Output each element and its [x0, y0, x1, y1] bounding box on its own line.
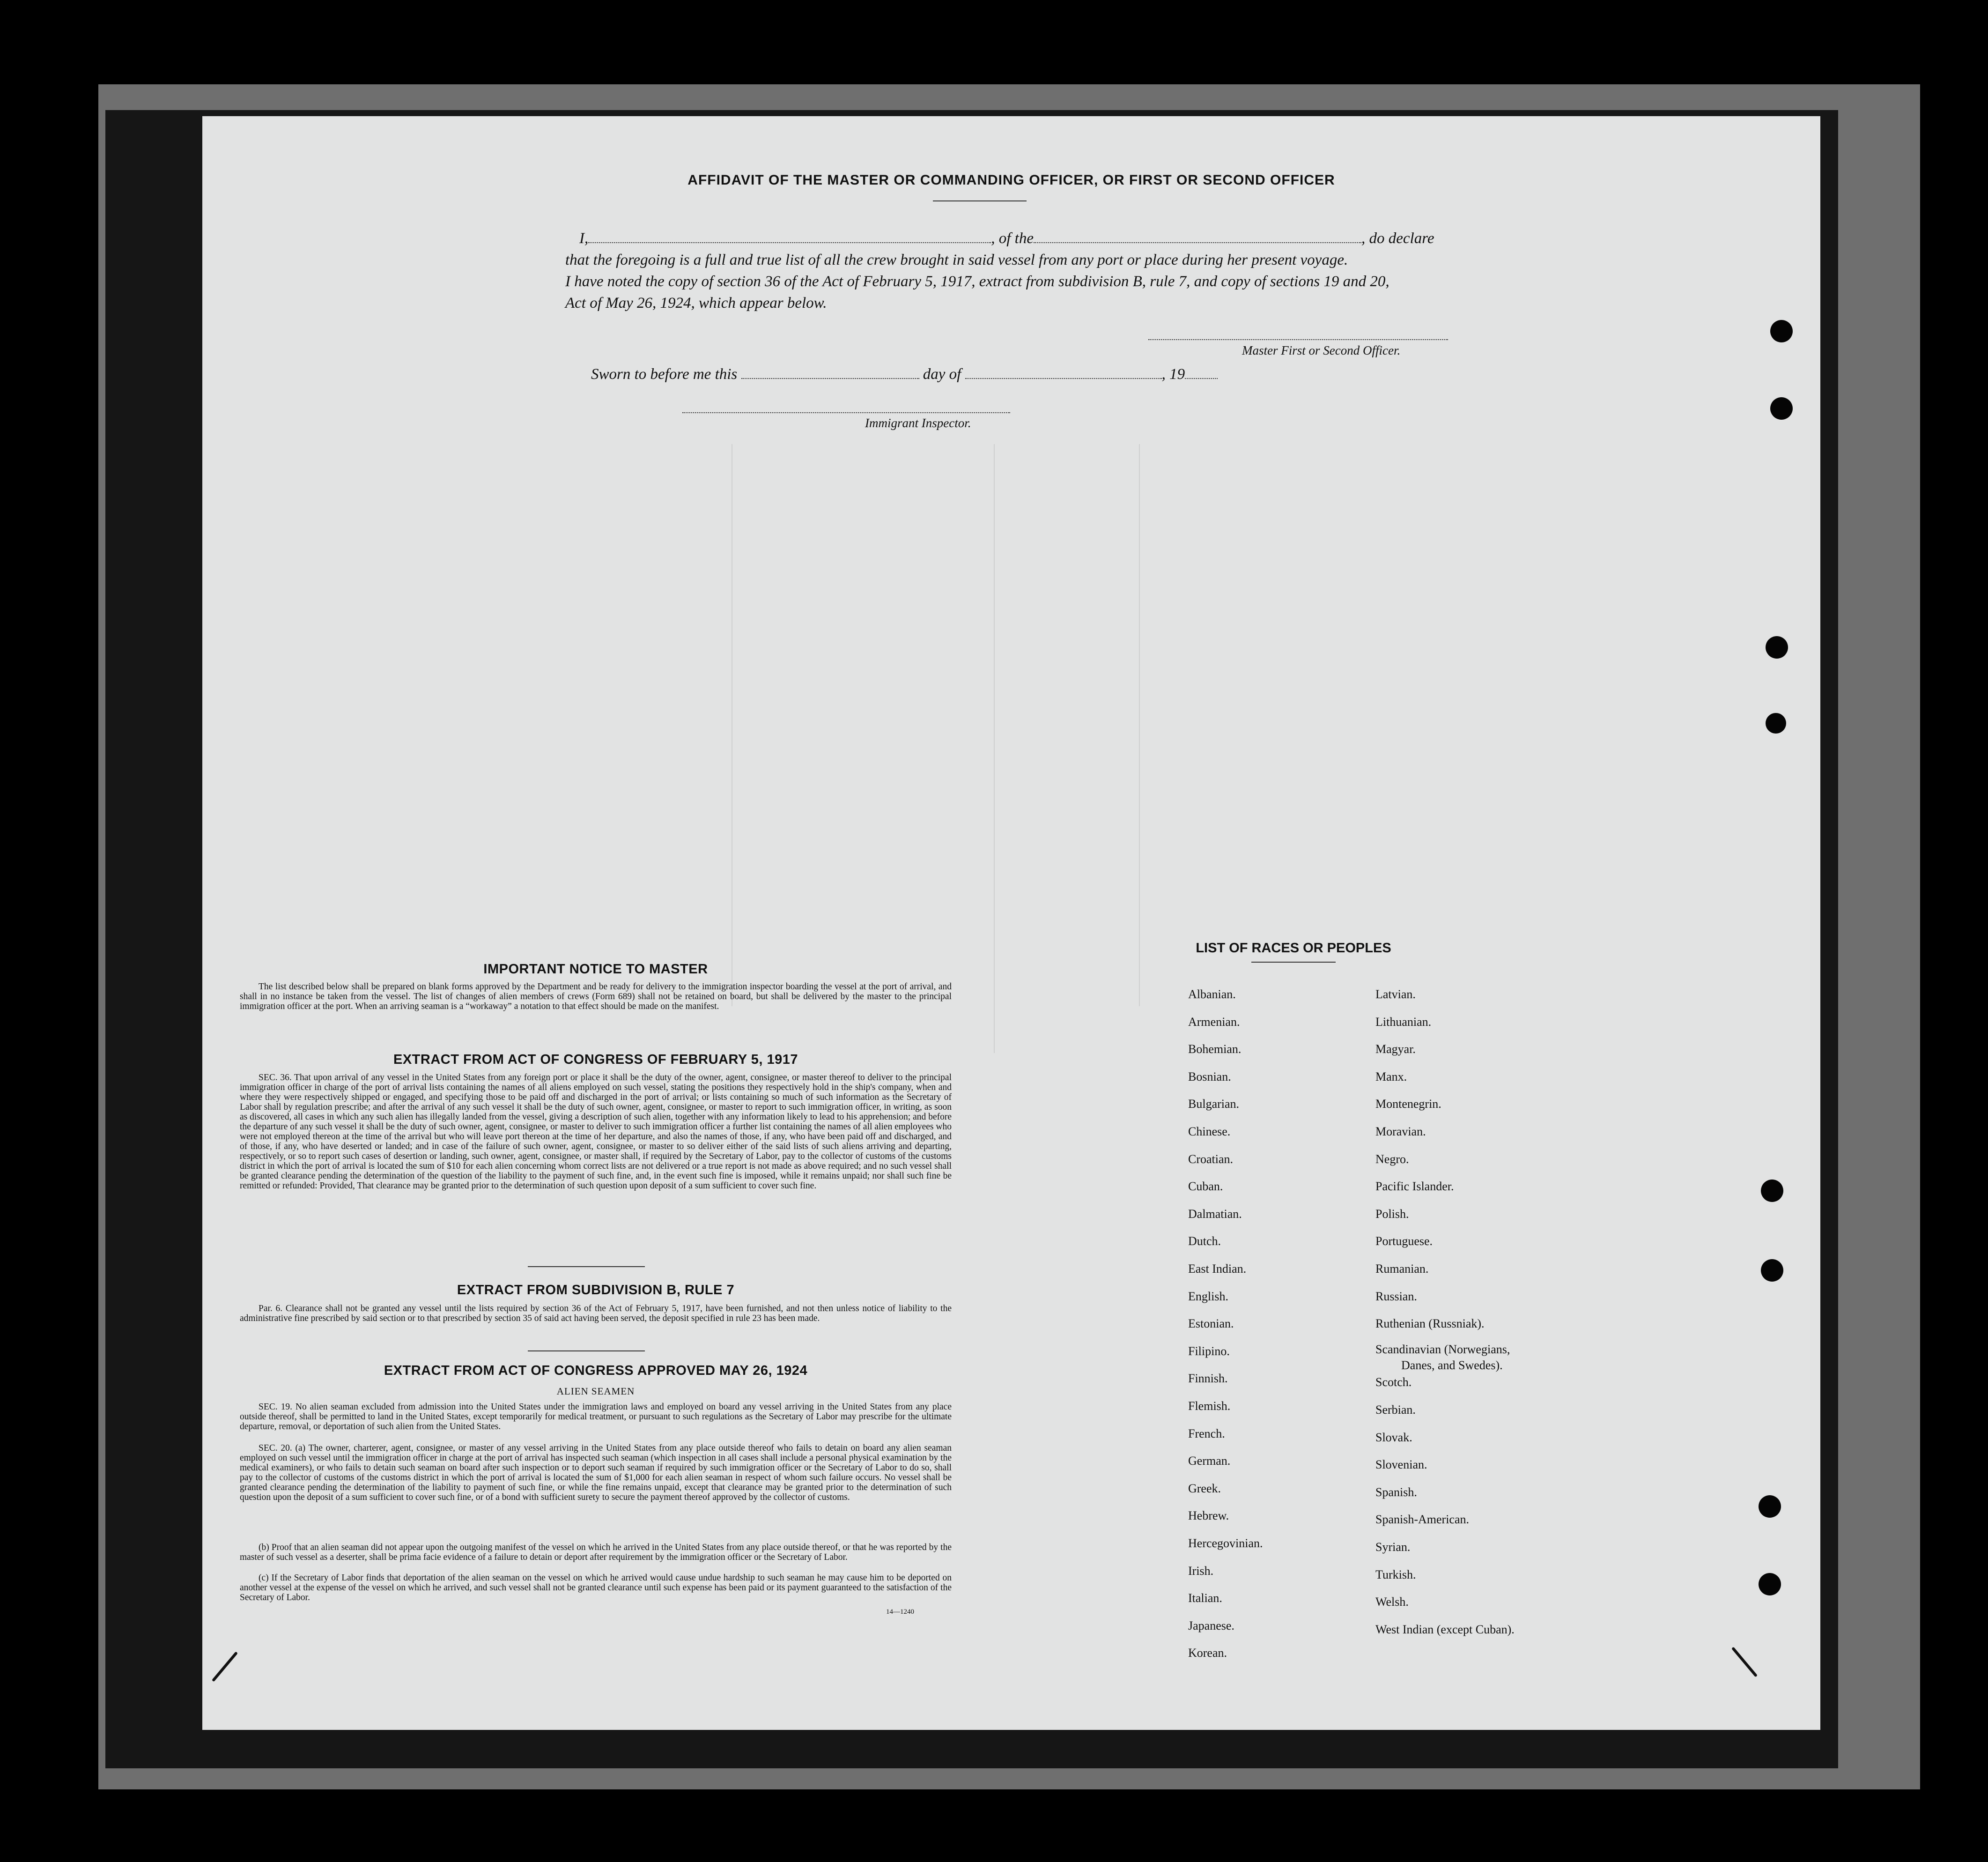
race-item: Greek.: [1188, 1481, 1221, 1495]
column-rule: [1139, 444, 1140, 1006]
month-blank: [965, 366, 1162, 379]
punch-hole: [1761, 1259, 1783, 1282]
race-item: Armenian.: [1188, 1015, 1240, 1029]
inspector-caption: Immigrant Inspector.: [865, 416, 971, 430]
race-item: Finnish.: [1188, 1372, 1228, 1386]
affidavit-title: AFFIDAVIT OF THE MASTER OR COMMANDING OFFICER, OR FIRST OR SECOND OFFICER: [687, 172, 1335, 188]
alien-seamen-subtitle: ALIEN SEAMEN: [556, 1386, 635, 1397]
race-item: Chinese.: [1188, 1125, 1231, 1138]
race-item: Russian.: [1375, 1289, 1417, 1303]
extract-1917-title: EXTRACT FROM ACT OF CONGRESS OF FEBRUARY 5, 1917: [393, 1052, 798, 1067]
affidavit-line-2: that the foregoing is a full and true list of all the crew brought in said vessel from any port or place during her present voyage.: [565, 252, 1348, 268]
race-item: Slovak.: [1375, 1430, 1412, 1444]
form-number: 14—1240: [886, 1608, 914, 1616]
race-item: Slovenian.: [1375, 1458, 1427, 1472]
race-item: Serbian.: [1375, 1403, 1416, 1417]
title-rule: [933, 200, 1027, 201]
sec-19-text: SEC. 19. No alien seaman excluded from admission into the United States under the immigration laws and employed on board any vessel arriving in the United States from any place outside thereof, shall be permitted to land in the United States, except temporarily for medical treatment, or pursuant to such regulations as the Secretary of Labor may prescribe for the ultimate departure, removal, or deportation of such alien from the United States.: [240, 1402, 952, 1432]
race-item: Ruthenian (Russniak).: [1375, 1317, 1485, 1331]
day-of-label: day of: [923, 366, 961, 383]
race-item: Spanish-American.: [1375, 1513, 1470, 1527]
race-item: Scandinavian (Norwegians,: [1375, 1342, 1510, 1356]
race-item: Irish.: [1188, 1564, 1214, 1578]
races-title-rule: [1251, 962, 1336, 963]
race-item: Italian.: [1188, 1591, 1222, 1605]
year-label: , 19: [1161, 366, 1185, 383]
affidavit-line-1: [565, 228, 1661, 249]
race-item: Flemish.: [1188, 1399, 1231, 1413]
sec-20a-text: SEC. 20. (a) The owner, charterer, agent, consignee, or master of any vessel arriving in the United States from any place outside thereof who fails to detain on board any alien seaman employed on such vessel until the immigration officer in charge at the port of arrival has inspected such seaman (which inspection in all cases shall include a personal physical examination by the medical examiners), or who fails to detain such seaman on board after such inspection or to deport such seaman if required by such immigration officer or the Secretary of Labor to do so, shall pay to the collector of customs of the customs district in which the port of arrival is located the sum of $1,000 for each alien seaman in respect of whom such failure occurs. No vessel shall be granted clearance pending the determination of the liability to payment of such fine, or while the fine remains unpaid, except that clearance may be granted prior to the determination of such question upon the deposit of a sum sufficient to cover such fine, or of a bond with sufficient surety to secure the payment thereof approved by the collector of customs.: [240, 1443, 952, 1502]
race-item: Pacific Islander.: [1375, 1180, 1454, 1194]
notice-body: The list described below shall be prepared on blank forms approved by the Department and be ready for delivery to the immigration inspector boarding the vessel at the port of arrival, and shall in no instance be taken from the vessel. The list of changes of alien members of crews (Form 689) shall not be retained on board, but shall be delivered by the master to the principal immigration officer at the port. When an arriving seaman is a “workaway” a notation to that effect should be made on the manifest.: [240, 982, 952, 1011]
race-item: Croatian.: [1188, 1152, 1234, 1166]
race-item: French.: [1188, 1426, 1225, 1440]
section-rule: [528, 1350, 645, 1351]
sworn-label: Sworn to before me this: [591, 366, 738, 383]
affidavit-line-3: I have noted the copy of section 36 of the Act of February 5, 1917, extract from subdivision B, rule 7, and copy of sections 19 and 20,: [565, 273, 1389, 290]
notice-title: IMPORTANT NOTICE TO MASTER: [483, 962, 708, 977]
manifest-page: [202, 116, 1820, 1730]
pencil-mark: [212, 1651, 238, 1682]
race-item: Japanese.: [1188, 1618, 1234, 1632]
race-item: East Indian.: [1188, 1262, 1247, 1276]
race-item: West Indian (except Cuban).: [1375, 1622, 1515, 1636]
punch-hole: [1766, 713, 1786, 734]
name-blank: [588, 230, 991, 243]
punch-hole: [1759, 1573, 1781, 1595]
punch-hole: [1770, 320, 1793, 342]
race-item: Polish.: [1375, 1207, 1409, 1221]
column-rule: [994, 444, 995, 1053]
race-item: Albanian.: [1188, 987, 1236, 1001]
sec-20c-text: (c) If the Secretary of Labor finds that deportation of the alien seaman on the vessel on which he arrived would cause undue hardship to such seaman he may cause him to be deported on another vessel at the expense of the vessel on which he arrived, and such vessel shall not be granted clearance until such expense has been paid or its payment guaranteed to the satisfaction of the Secretary of Labor.: [240, 1573, 952, 1602]
race-item: Bohemian.: [1188, 1042, 1242, 1056]
race-item: Lithuanian.: [1375, 1015, 1432, 1029]
sec-20b-text: (b) Proof that an alien seaman did not appear upon the outgoing manifest of the vessel on which he arrived in the United States from any place outside thereof, or that he was reported by the master of such vessel as a deserter, shall be prima facie evidence of a failure to detain or deport after requirement by the immigration officer or the Secretary of Labor.: [240, 1543, 952, 1562]
race-item: Manx.: [1375, 1069, 1407, 1083]
extract-rule7-body: Par. 6. Clearance shall not be granted any vessel until the lists required by section 36 of the Act of February 5, 1917, have been furnished, and not then unless notice of liability to the administrative fine prescribed by said section or to that prescribed by section 35 of said act having been served, the deposit specified in rule 23 has been made.: [240, 1304, 952, 1323]
vessel-blank: [1034, 230, 1361, 243]
affidavit-of-the: , of the: [991, 230, 1034, 247]
race-item: Estonian.: [1188, 1317, 1234, 1331]
extract-rule7-title: EXTRACT FROM SUBDIVISION B, RULE 7: [457, 1283, 735, 1298]
day-blank: [741, 366, 919, 379]
year-blank: [1185, 366, 1218, 379]
races-title: LIST OF RACES OR PEOPLES: [1196, 941, 1391, 956]
race-item: Syrian.: [1375, 1540, 1411, 1554]
pencil-mark: [1731, 1647, 1758, 1677]
punch-hole: [1766, 636, 1788, 659]
affidavit-do-declare: , do declare: [1361, 230, 1434, 247]
affidavit-line-4: Act of May 26, 1924, which appear below.: [565, 295, 827, 312]
race-item: Portuguese.: [1375, 1234, 1433, 1248]
race-item: Turkish.: [1375, 1567, 1416, 1581]
extract-1917-body: SEC. 36. That upon arrival of any vessel in the United States from any foreign port or place it shall be the duty of the owner, agent, consignee, or master thereof to deliver to the principal immigration officer in charge of the port of arrival lists containing the names of all aliens employed on such vessel, stating the positions they respectively hold in the ship's company, when and where they were respectively shipped or engaged, and specifying those to be paid off and discharged in the port of arrival; or lists containing so much of such information as the Secretary of Labor shall by regulation prescribe; and after the arrival of any such vessel it shall be the duty of such owner, agent, consignee, or master to report to such immigration officer, in writing, as soon as discovered, all cases in which any such alien has illegally landed from the vessel, giving a description of such alien, together with any information likely to lead to his apprehension; and before the departure of any such vessel it shall be the duty of such owner, agent, consignee, or master to deliver to such immigration officer a further list containing the names of all alien employees who were not employed thereon at the time of the arrival but who will leave port thereon at the time of her departure, and also the names of those, if any, who have been paid off and discharged, and of those, if any, who have deserted or landed; and in case of the failure of such owner, agent, consignee, or master to so deliver either of the said lists of such aliens arriving and departing, respectively, or so to report such cases of desertion or landing, such owner, agent, consignee, or master shall, if required by the Secretary of Labor, pay to the collector of customs of the customs district in which the port of arrival is located the sum of $10 for each alien concerning whom correct lists are not delivered or a true report is not made as above required; and no such vessel shall be granted clearance pending the determination of the question of the liability to the payment of such fine, and, in the event such fine is imposed, while it remains unpaid; nor shall such fine be remitted or refunded: Provided, That clearance may be granted prior to the determination of such question upon deposit of a sum sufficient to cover such fine.: [240, 1073, 952, 1191]
race-item: Welsh.: [1375, 1595, 1409, 1609]
race-item: Scotch.: [1375, 1375, 1412, 1389]
punch-hole: [1759, 1495, 1781, 1518]
race-item: Dalmatian.: [1188, 1207, 1242, 1221]
signature-caption: Master First or Second Officer.: [1242, 343, 1401, 357]
race-item: Hercegovinian.: [1188, 1536, 1263, 1550]
section-rule: [528, 1266, 645, 1267]
race-item: Hebrew.: [1188, 1509, 1229, 1523]
race-item: Magyar.: [1375, 1042, 1416, 1056]
race-item: Cuban.: [1188, 1180, 1223, 1194]
inspector-signature-line: [682, 412, 1010, 413]
race-item: Bosnian.: [1188, 1069, 1231, 1083]
race-item: Dutch.: [1188, 1234, 1221, 1248]
race-item: Bulgarian.: [1188, 1097, 1240, 1111]
race-item: Negro.: [1375, 1152, 1409, 1166]
race-item: Latvian.: [1375, 987, 1416, 1001]
race-item: Korean.: [1188, 1646, 1227, 1660]
affidavit-i: I,: [579, 230, 589, 247]
sworn-line: [591, 363, 1218, 385]
race-item: Filipino.: [1188, 1344, 1230, 1358]
race-item: Danes, and Swedes).: [1401, 1358, 1503, 1372]
extract-1924-title: EXTRACT FROM ACT OF CONGRESS APPROVED MAY 26, 1924: [384, 1363, 808, 1378]
race-item: Montenegrin.: [1375, 1097, 1441, 1111]
race-item: Spanish.: [1375, 1485, 1417, 1499]
punch-hole: [1770, 397, 1793, 420]
race-item: Moravian.: [1375, 1125, 1426, 1138]
signature-line: [1148, 339, 1448, 340]
race-item: Rumanian.: [1375, 1262, 1429, 1276]
punch-hole: [1761, 1180, 1783, 1202]
race-item: English.: [1188, 1289, 1228, 1303]
race-item: German.: [1188, 1454, 1231, 1468]
